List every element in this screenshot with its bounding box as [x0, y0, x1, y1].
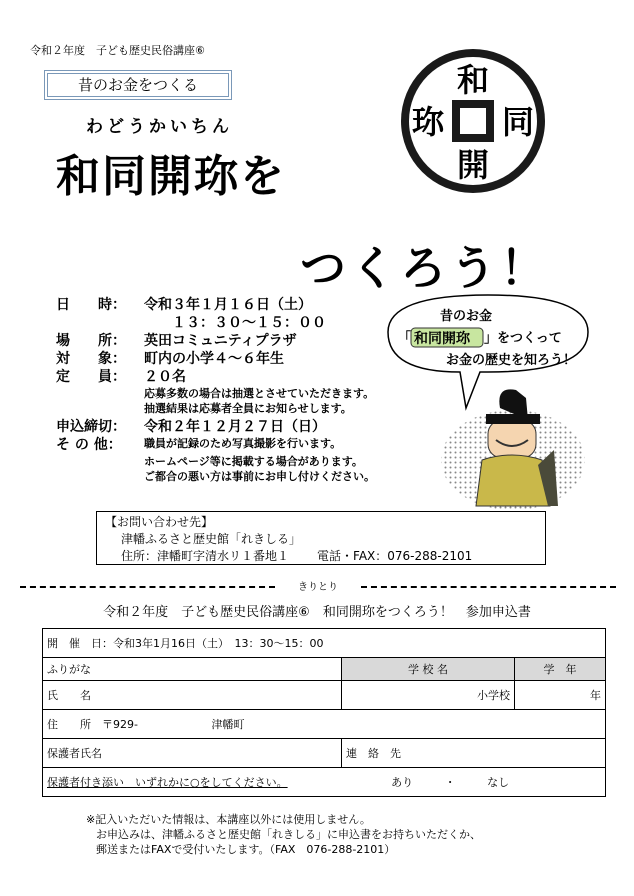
coin-char-bottom: 開: [456, 146, 490, 184]
cut-line: [20, 578, 616, 593]
footer-note-3: 郵送またはFAXで受付いたします。（FAX 076-288-2101）: [96, 843, 396, 856]
contact-address: 住所：津幡町字清水リ１番地１: [121, 549, 290, 563]
target-value: 町内の小学４～６年生: [144, 351, 284, 367]
capacity-label: 定 員：: [56, 369, 126, 385]
grade-field[interactable]: 年: [515, 681, 606, 710]
title-ruby: わどうかいちん: [86, 117, 233, 137]
coin-char-top: 和: [456, 61, 490, 99]
accompany-yes[interactable]: あり: [391, 776, 414, 789]
contact-box: [96, 511, 546, 565]
title-line2: つくろう！: [300, 241, 550, 295]
address-label: 住 所 〒929-: [47, 718, 138, 731]
footer-notes: [86, 812, 481, 857]
coin-char-left: 珎: [411, 103, 445, 141]
subtitle-box: 昔のお金をつくる: [44, 70, 232, 100]
series-label: 令和２年度 子ども歴史民俗講座⑥: [30, 44, 205, 57]
capacity-note-2: 抽選結果は応募者全員にお知らせします。: [144, 402, 352, 415]
school-field[interactable]: 小学校: [342, 681, 515, 710]
date-label: 日 時：: [56, 297, 126, 313]
footer-note-2: お申込みは、津幡ふるさと歴史館「れきしる」に申込書をお持ちいただくか、: [96, 828, 481, 841]
guardian-field[interactable]: 保護者氏名: [43, 739, 342, 768]
speech-bubble: [368, 290, 598, 510]
accompany-field[interactable]: 保護者付き添い いずれかに○をしてください。 あり ・ なし: [43, 768, 606, 797]
time-value: １３：３０～１５：００: [144, 315, 326, 331]
contact-name: 津幡ふるさと歴史館「れきしる」: [121, 532, 302, 546]
address-field[interactable]: [43, 710, 606, 739]
bubble-line3: お金の歴史を知ろう！: [446, 353, 577, 368]
bubble-line2-c: 」をつくって: [484, 331, 562, 346]
application-form: [42, 628, 606, 797]
place-label: 場 所：: [56, 333, 126, 349]
date-value: 令和３年１月１６日（土）: [144, 297, 312, 313]
title-line1: 和同開珎を: [56, 151, 286, 202]
grade-header: 学 年: [515, 658, 606, 681]
accompany-no[interactable]: なし: [487, 776, 510, 789]
cut-label: きりとり: [298, 582, 338, 593]
target-label: 対 象：: [56, 351, 126, 367]
deadline-label: 申込締切：: [56, 419, 126, 435]
furigana-field[interactable]: ふりがな: [43, 658, 342, 681]
deadline-value: 令和２年１２月２７日（日）: [144, 419, 326, 435]
contact-field[interactable]: 連 絡 先: [342, 739, 606, 768]
event-info: [56, 296, 375, 484]
capacity-note-1: 応募多数の場合は抽選とさせていただきます。: [144, 387, 375, 400]
other-label: そ の 他：: [56, 437, 122, 453]
address-town: 津幡町: [211, 718, 245, 731]
bubble-line1: 昔のお金: [440, 309, 493, 324]
name-field[interactable]: 氏 名: [43, 681, 342, 710]
form-title: 令和２年度 子ども歴史民俗講座⑥ 和同開珎をつくろう！ 参加申込書: [103, 605, 531, 620]
school-name-header: 学 校 名: [342, 658, 515, 681]
contact-heading: 【お問い合わせ先】: [105, 515, 214, 529]
other-note-1: 職員が記録のため写真撮影を行います。: [144, 437, 342, 450]
coin-char-right: 同: [501, 103, 535, 141]
place-value: 英田コミュニティプラザ: [144, 333, 297, 349]
footer-note-1: ※記入いただいた情報は、本講座以外には使用しません。: [86, 813, 371, 826]
form-date: 開 催 日：令和3年1月16日（土） 13：30～15：00: [43, 629, 606, 658]
other-note-3: ご都合の悪い方は事前にお申し付けください。: [144, 470, 375, 483]
accompany-label: 保護者付き添い いずれかに○をしてください。: [47, 776, 288, 789]
bubble-line2-a: 「: [398, 331, 412, 346]
contact-phone: 電話・FAX：076-288-2101: [317, 549, 473, 563]
bubble-highlight: 和同開珎: [414, 331, 470, 347]
wadokaichin-coin-illustration: [398, 46, 548, 196]
other-note-2: ホームページ等に掲載する場合があります。: [144, 455, 363, 468]
capacity-value: ２０名: [144, 369, 186, 385]
